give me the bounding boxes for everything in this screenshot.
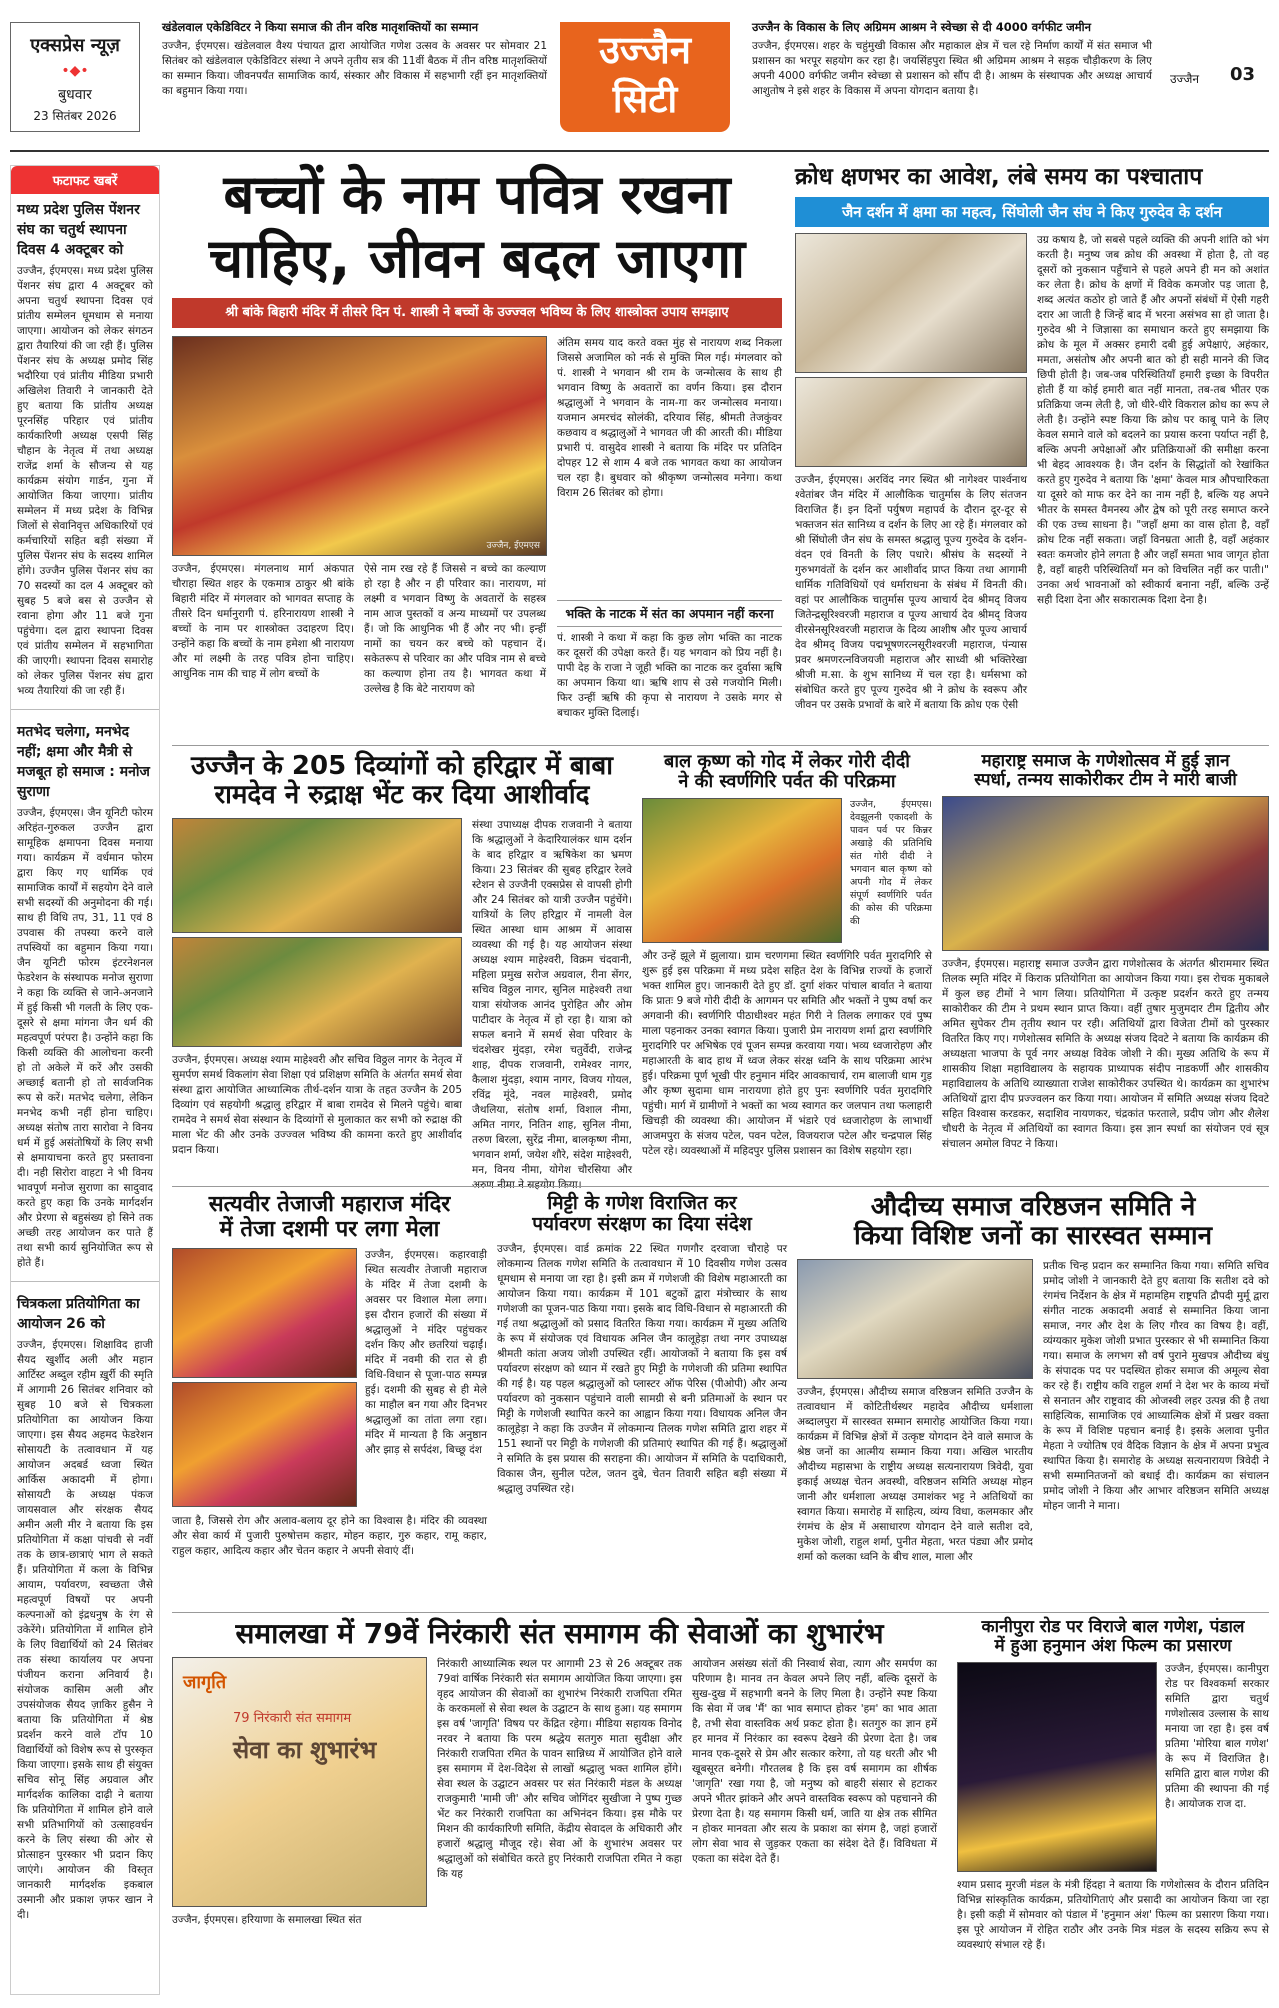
ramdev-photo-2 <box>172 937 462 1047</box>
audichya-column-1: उज्जैन, ईएमएस। औदीच्य समाज वरिष्ठजन समिति उज्जैन के तत्वावधान में कोटितीर्थस्थर महादेव औदीच्य धर्मशाला अब्दालपुरा में सारस्वत सम्मान समारोह आयोजित किया गया। कार्यक्रम में विभिन्न क्षेत्रों में उत्कृष्ट योगदान देने वाले समाज के श्रेष्ठ जनों का आत्मीय सम्मान किया गया। अखिल भारतीय औदीच्य महासभा के राष्ट्रीय अध्यक्ष सत्यनारायण त्रिवेदी, युवा इकाई अध्यक्ष चेतन अवस्थी, वरिष्ठजन समिति अध्यक्ष मोहन जानी और धर्मशाला अध्यक्ष उमाशंकर भट्ट ने अतिथियों का स्वागत किया। समारोह में साहित्य, व्यंग्य विधा, कलमकार और रंगमंच के क्षेत्र में असाधारण योगदान देने वाले सतीश दवे, मुकेश जोशी, राहुल शर्मा, पुनीत मेहता, भरत पंड्या और प्रमोद शर्मा को कलका ध्वनि के बीच शाल, माला और <box>797 1386 1033 1564</box>
tejaji-photo-1 <box>172 1248 357 1378</box>
ramdev-story <box>172 752 632 1182</box>
brief-divider <box>11 709 159 710</box>
ramdev-headline-line2: रामदेव ने रुद्राक्ष भेंट कर दिया आशीर्वाद <box>214 780 590 811</box>
page-label: उज्जैन <box>1170 72 1200 86</box>
lead-column-3b: पं. शास्त्री ने कथा में कहा कि कुछ लोग भक्ति का नाटक कर दूसरों की उपेक्षा करते हैं। यह भगवान को प्रिय नहीं है। पापी देह के राजा ने जूही भक्ति का नाटक कर दुर्वासा ऋषि का अपमान किया था। ऋषि शाप से उसे गजयोनि मिली। फिर उन्हीं ऋषि की कृपा से नारायण ने उसके मगर से बचाकर मुक्ति दिलाई। <box>557 631 782 719</box>
jain-subheadline: जैन दर्शन में क्षमा का महत्व, सिंघोली जैन संघ ने किए गुरुदेव के दर्शन <box>795 197 1269 227</box>
brand-box <box>10 22 140 132</box>
ganesh-headline-line2: पर्यावरण संरक्षण का दिया संदेश <box>532 1213 752 1236</box>
city-name: उज्जैन <box>599 28 691 72</box>
tejaji-headline-line2: में तेजा दशमी पर लगा मेला <box>219 1216 440 1242</box>
nirankari-column-2: निरंकारी आध्यात्मिक स्थल पर आगामी 23 से 26 अक्टूबर तक 79वां वार्षिक निरंकारी संत समागम आयोजित किया जाएगा। इस वृहद आयोजन की सेवाओं का शुभारंभ निरंकारी राजपिता रमित के करकमलों से सेवा स्थल के उद्घाटन के साथ हुआ। यह समागम इस वर्ष 'जागृति' विषय पर केंद्रित रहेगा। मीडिया सहायक विनोद नरवर ने बताया कि परम श्रद्धेय सतगुरु माता सुदीक्षा और निरंकारी राजपिता रमित के पावन सान्निध्य में आयोजित होने वाले इस समागम में देश-विदेश से लाखों श्रद्धालु भक्त शामिल होंगे। सेवा स्थल के उद्घाटन अवसर पर संत निरंकारी मंडल के अध्यक्ष राजकुमारी 'मामी जी' और सचिव जोगिंदर सुखीजा ने पुष्प गुच्छ भेंट कर निरंकारी राजपिता का अभिनंदन किया। इस मौके पर मिशन की कार्यकारिणी समिति, केंद्रीय सेवादल के अधिकारी और हजारों श्रद्धालु मौजूद रहे। सेवा ओं के शुभारंभ अवसर पर श्रद्धालुओं को संबोधित करते हुए निरंकारी राजपिता रमित ने कहा कि यह <box>437 1658 682 1881</box>
maharashtra-story <box>942 752 1269 1182</box>
lead-headline-line2: चाहिए, जीवन बदल जाएगा <box>208 227 746 291</box>
nirankari-column-1: उज्जैन, ईएमएस। हरियाणा के समालखा स्थित संत <box>172 1914 362 1927</box>
jain-column-1: उज्जैन, ईएमएस। अरविंद नगर स्थित श्री नागेश्वर पार्श्वनाथ श्वेतांबर जैन मंदिर में आलौकिक चातुर्मास के लिए संतजन विराजित हैं। इन दिनों पर्युषण महापर्व के दौरान दूर-दूर से भक्तजन संत सानिध्य व दर्शन के लिए आ रहे हैं। मंगलवार को श्री सिंघोली जैन संघ के समस्त श्रद्धालु पूज्य गुरुदेव के दर्शन-वंदन एवं विनती के लिए पधारे। श्रीसंघ के सदस्यों ने गुरुभगवंतों के दर्शन कर आशीर्वाद प्राप्त किया तथा आगामी धार्मिक गतिविधियों एवं धर्माराधना के संबंध में विनती की। वहां पर आलौकिक चातुर्मास पूज्य आचार्य देव श्रीमद् विजय जितेन्द्रसूरिश्वरजी महाराज व पूज्य आचार्य देव श्रीमद् विजय वीरसेनसूरिश्वरजी महाराज के दिव्य आशीष और पूज्य आचार्य देव श्रीमद् विजय पद्मभूषणरत्नसूरीश्वरजी महाराज, पंन्यास प्रवर श्रमणरत्नविजयजी महाराज और साध्वी श्री भक्तिरेखा श्रीजी म.सा. के शुभ सानिध्य में चल रहा है। धर्मसभा को संबोधित करते हुए पूज्य गुरुदेव श्री ने क्रोध के स्वरूप और जीवन पर उसके प्रभावों के बारे में बताया कि क्रोध एक ऐसी <box>795 473 1028 711</box>
brief-title: मध्य प्रदेश पुलिस पेंशनर संघ का चतुर्थ स्थापना दिवस 4 अक्टूबर को <box>17 202 140 258</box>
tejaji-column-2: जाता है, जिससे रोग और अलाव-बलाय दूर होने का विश्वास है। मंदिर की व्यवस्था और सेवा कार्य में पुजारी पुरुषोत्तम कहार, मोहन कहार, गुरु कहार, रामू कहार, राहुल कहार, आदित्य कहार और चेतन कहार ने अपनी सेवाएं दीं। <box>172 1515 487 1558</box>
lead-headline-line1: बच्चों के नाम पवित्र रखना <box>223 163 731 226</box>
kanipura-headline-line2: में हुआ हनुमान अंश फिल्म का प्रसारण <box>994 1636 1232 1657</box>
section-name: सिटी <box>612 77 678 121</box>
brief-divider <box>11 1281 159 1282</box>
tejaji-story <box>172 1193 487 1608</box>
kanipura-story <box>957 1618 1269 1998</box>
giri-story <box>642 752 932 1182</box>
page-number: 03 <box>1230 64 1256 85</box>
top-right-text: उज्जैन, ईएमएस। शहर के चहुंमुखी विकास और महाकाल क्षेत्र में चल रहे निर्माण कार्यों में संत समाज भी प्रशासन का भरपूर सहयोग कर रहा है। जयसिंहपुरा स्थित श्री अग्रिमम आश्रम ने सड़क चौड़ीकरण के लिए अपनी 4000 वर्गफीट जमीन स्वेच्छा से प्रशासन को सौंप दी है। आश्रम के संस्थापक और अध्यक्ष आचार्य आशुतोष ने इसे शहर के विकास में अपना योगदान बताया है। <box>752 40 1152 97</box>
issue-date: 23 सितंबर 2026 <box>33 109 117 123</box>
row-divider <box>172 745 1269 746</box>
kanipura-column-1: उज्जैन, ईएमएस। कानीपुरा रोड पर विश्वकर्मा सरकार समिति द्वारा चतुर्थ गणेशोत्सव उल्लास के साथ मनाया जा रहा है। इस वर्ष प्रतिमा 'मोरिया बाल गणेश' के रूप में विराजित है। समिति द्वारा बाल गणेश की प्रतिमा की स्थापना की गई है। आयोजक राज दा. <box>1165 1663 1269 1811</box>
brief-title: मतभेद चलेगा, मनभेद नहीं; क्षमा और मैत्री से मजबूत हो समाज : मनोज सुराणा <box>17 724 150 800</box>
row-divider <box>172 1186 1269 1187</box>
brief-item <box>11 194 159 703</box>
jain-column-2: उग्र कषाय है, जो सबसे पहले व्यक्ति की अपनी शांति को भंग करती है। मनुष्य जब क्रोध की अवस्था में होता है, तो वह दूसरों को नुकसान पहुँचाने से पहले अपने ही मन को अशांत कर लेता है। क्रोध के क्षणों में विवेक कमजोर पड़ जाता है, शब्द अत्यंत कठोर हो जाते हैं और अपनों संबंधों में ऐसी गहरी दरार आ जाती है जिन्हें बाद में भरना असंभव सा हो जाता है। गुरुदेव श्री ने जिज्ञासा का समाधान करते हुए समझाया कि क्रोध के मूल में अक्सर हमारी दबी हुई अपेक्षाएं, अहंकार, ममता, असंतोष और अपनी बात को ही सही मानने की जिद छिपी होती है। जब-जब परिस्थितियाँ हमारी इच्छा के विपरीत होती हैं या कोई हमारी बात नहीं मानता, तब-तब भीतर एक प्रतिक्रिया जन्म लेती है, जो धीरे-धीरे विकराल क्रोध का रूप ले लेती है। उन्होंने स्पष्ट किया कि क्रोध पर काबू पाने के लिए केवल समाने वाले को बदलने का प्रयास करना पर्याप्त नहीं है, बल्कि अपनी अपेक्षाओं और प्रतिक्रियाओं की समीक्षा करना भी बेहद आवश्यक है। जैन दर्शन के सिद्धांतों को रेखांकित करते हुए गुरुदेव ने बताया कि 'क्षमा' केवल मात्र औपचारिकता या दूसरे को माफ कर देने का नाम नहीं है, बल्कि यह अपने भीतर के समस्त वैमनस्य और द्वेष को पूरी तरह समाप्त करने की एक उच्च साधना है। "जहाँ क्षमा का वास होता है, वहाँ क्रोध टिक नहीं सकता। जहाँ विनम्रता आती है, वहाँ अहंकार स्वतः कमजोर होने लगता है और जहाँ समता भाव जागृत होता है, वहाँ बाहरी परिस्थितियाँ मन को विचलित नहीं कर पाती।" उनका अर्थ भावनाओं को स्वीकार्य बनाना नहीं, बल्कि उन्हें सही दिशा देना और सकारात्मक दिशा देना है। <box>1037 233 1269 606</box>
sidebar-briefs <box>10 165 160 1995</box>
audichya-photo <box>797 1259 1033 1379</box>
audichya-story <box>797 1193 1269 1608</box>
lead-column-1: उज्जैन, ईएमएस। मंगलनाथ मार्ग अंकपात चौराहा स्थित शहर के एकमात्र ठाकुर श्री बांके बिहारी मंदिर में मंगलवार को भागवत सप्ताह के तीसरे दिन धर्मानुरागी पं. हरिनारायण शास्त्री ने बच्चों के नाम पर शास्त्रोक्त उदाहरण दिए। उन्होंने कहा कि बच्चों के नाम हमेशा श्री नारायण और मां लक्ष्मी के तरह पवित्र होना चाहिए। आधुनिक नाम की चाह में लोग बच्चों के <box>172 562 354 680</box>
giri-column-2: और उन्हें झूले में झुलाया। ग्राम चरणगमा स्थित स्वर्णगिरि पर्वत मुरादगिरि से शुरू हुई इस परिक्रमा में मध्य प्रदेश सहित देश के विभिन्न राज्यों के हजारों भक्त शामिल हुए। जानकारी देते हुए डॉ. दुर्गा शंकर पांचाल बार्वात ने बताया कि प्रातः 9 बजे गोरी दीदी के आगमन पर समिति और भक्तों ने पुष्प वर्षा कर अगवानी की। स्वर्णगिरि पीठाधीश्वर महंत गिरी ने तिलक लगाकर एवं पुष्प माला पहनाकर उनका स्वागत किया। पुजारी प्रेम नारायण शर्मा द्वारा स्वर्णगिरि मुरादगिरि पर अभिषेक एवं पूजन सम्पन्न करवाया गया। भव्य ध्वजारोहण और महाआरती के बाद हाथ में ध्वज लेकर संरक्ष ध्वनि के साथ परिक्रमा आरंभ हुई। परिक्रमा पूर्ण भूखी पीर हनुमान मंदिर आवकाचार्य, राम बालाजी धाम गुड़ और कृष्ण सुदामा धाम नारायणा होते हुए पुनः स्वर्णगिरि पर्वत मुरादगिरि पहुंची। मार्ग में ग्रामीणों ने भक्तों का भव्य स्वागत कर जलपान तथा फलाहारी खिचड़ी की व्यवस्था की। आयोजन में भंडारे एवं ध्वजारोहण के लाभार्थी आजमपुरा के संजय पटेल, पवन पटेल, विजयराज पटेल और चन्द्रपाल सिंह पटेल रहे। व्यवस्थाओं में महिदपुर पुलिस प्रशासन का विशेष सहयोग रहा। <box>642 950 932 1158</box>
top-right-story <box>752 20 1152 99</box>
jain-photo-2 <box>795 377 1027 467</box>
top-left-text: उज्जैन, ईएमएस। खंडेलवाल वैश्य पंचायत द्वारा आयोजित गणेश उत्सव के अवसर पर सोमवार 21 सितंबर को खंडेलवाल एकेडिविटर संस्था ने अपने तृतीय सत्र की 11वीं बैठक में तीन वरिष्ठ मातृशक्तियों का सम्मान किया। जीवनपर्यंत सामाजिक कार्य, संस्कार और विकास में सहभागी रहीं इन मातृशक्तियों का बहुमान किया गया। <box>162 40 547 97</box>
brand-name: एक्सप्रेस न्यूज़ <box>30 35 120 56</box>
maharashtra-photo <box>942 796 1269 951</box>
lead-story <box>172 165 782 740</box>
masthead <box>0 0 1279 155</box>
ramdev-photo-1 <box>172 818 462 933</box>
jain-headline: क्रोध क्षणभर का आवेश, लंबे समय का पश्चाताप <box>795 164 1203 190</box>
tejaji-photo-2 <box>172 1382 357 1507</box>
audichya-headline-line2: किया विशिष्ट जनों का सारस्वत सम्मान <box>853 1221 1213 1252</box>
ramdev-headline-line1: उज्जैन के 205 दिव्यांगों को हरिद्वार में बाबा <box>191 751 613 781</box>
audichya-column-2: प्रतीक चिन्ह प्रदान कर सम्मानित किया गया। समिति सचिव प्रमोद जोशी ने जानकारी देते हुए बताया कि सतीश दवे को रंगमंच निर्देशन के क्षेत्र में महामहिम राष्ट्रपति द्रौपदी मुर्मू द्वारा संगीत नाटक अकादमी अवार्ड से सम्मानित किया जाना समाज, नगर और देश के लिए गौरव का विषय है। वहीं, व्यंग्यकार मुकेश जोशी प्रभात पुरस्कार से भी सम्मानित किया गया। समाज के लगभग सौ वर्ष पुराने मुखपत्र औदीच्य बंधु के संपादक पद पर पदस्थित होकर समाज की अमूल्य सेवा कर रहे हैं। राष्ट्रीय कवि राहुल शर्मा ने देश भर के काव्य मंचों से सनातन और राष्ट्रवाद की ओजस्वी लहर उत्पन्न की है तथा साहित्यिक, सामाजिक एवं आध्यात्मिक क्षेत्रों में प्रखर वक्ता के रूप में विशिष्ट पहचान बनाई है। इसके अलावा पुनीत मेहता ने ज्योतिष एवं वैदिक विज्ञान के क्षेत्र में अपना प्रभुत्व स्थापित किया है। समारोह के अध्यक्ष सत्यनारायण त्रिवेदी ने सभी सम्मानितजनों को बधाई दी। कार्यक्रम का संचालन प्रमोद जोशी ने किया और आभार वरिष्ठजन समिति अध्यक्ष मोहन जानी ने माना। <box>1043 1260 1269 1513</box>
ganesh-text: उज्जैन, ईएमएस। वार्ड क्रमांक 22 स्थित गणगौर दरवाजा चौराहे पर लोकमान्य तिलक गणेश समिति के तत्वावधान में 10 दिवसीय गणेश उत्सव धूमधाम से मनाया जा रहा है। इसी क्रम में गणेशजी की विशेष महाआरती का आयोजन किया गया। कार्यक्रम में 101 बटुकों द्वारा मंत्रोच्चार के साथ गणेशजी का पूजन-पाठ किया गया। इसके बाद विधि-विधान से महाआरती की गई तथा श्रद्धालुओं को प्रसाद वितरित किया गया। कार्यक्रम में मुख्य अतिथि के रूप में संयोजक एवं विधायक अनिल जैन कालूहेड़ा तथा नगर उपाध्यक्ष श्रीमती कांता अजय जोशी उपस्थित रहीं। आयोजकों ने बताया कि इस वर्ष पर्यावरण संरक्षण को ध्यान में रखते हुए मिट्टी के गणेशजी की प्रतिमा स्थापित की गई है। यह पहल श्रद्धालुओं को प्लास्टर ऑफ पेरिस (पीओपी) और अन्य पर्यावरण को नुकसान पहुंचाने वाली सामग्री से बनी प्रतिमाओं के स्थान पर मिट्टी के गणेशजी स्थापित करने का आह्वान किया गया। विधायक अनिल जैन कालूहेड़ा ने कहा कि उज्जैन में लोकमान्य तिलक गणेश समिति द्वारा शहर में 151 स्थानों पर मिट्टी के गणेशजी की प्रतिमाएं स्थापित की गई हैं। श्रद्धालुओं ने समिति के इस प्रयास की सराहना की। आयोजन में समिति के पदाधिकारी, विकास जैन, सुनील पटेल, जतन दुबे, चेतन तिवारी सहित बड़ी संख्या में श्रद्धालु उपस्थित रहे। <box>497 1242 787 1495</box>
ganesh-headline-line1: मिट्टी के गणेश विराजित कर <box>547 1192 737 1214</box>
ramdev-column-2: संस्था उपाध्यक्ष दीपक राजवानी ने बताया कि श्रद्धालुओं ने केदारियालंकर धाम दर्शन के बाद हरिद्वार व ऋषिकेश का भ्रमण किया। 23 सितंबर की सुबह हरिद्वार रेलवे स्टेशन से उज्जैनी एक्सप्रेस से वापसी होगी और 24 सितंबर को यात्री उज्जैन पहुंचेंगे। यात्रियों के लिए हरिद्वार में नामली वेल स्थित आस्था धाम आश्रम में आवास व्यवस्था की गई है। यह आयोजन संस्था अध्यक्ष श्याम माहेश्वरी, विक्रम चंदवानी, महिला प्रमुख सरोज अग्रवाल, रीना सेंगर, सचिव विठ्ठल नागर, सुनिल माहेश्वरी तथा यात्रा संयोजक आनंद पुरोहित और ओम पाटीदार के नेतृत्व में हो रहा है। यात्रा को सफल बनाने में समर्थ सेवा परिवार के चंदशेखर मुंदड़ा, रमेश चतुर्वेदी, राजेन्द्र शाह, दीपक राजवानी, रामेश्वर नागर, कैलाश मुंदड़ा, श्याम नागर, विजय गोयल, रविंद्र मूंदे, नवल माहेश्वरी, प्रमोद जैथलिया, संतोष शर्मा, विशाल नीमा, अमित नागर, नितिन शाह, सुनिल नीमा, तरुण बिरला, सुरेंद्र नीमा, बालकृष्ण नीमा, भगवान शर्मा, जयेश शौरे, संदेश माहेश्वरी, मन, विनय नीमा, योगेश चौरसिया और <box>472 819 632 1177</box>
nirankari-photo-text-3: सेवा का शुभारंभ <box>233 1736 377 1765</box>
giri-headline-line2: ने की स्वर्णगिरि पर्वत की परिक्रमा <box>678 771 896 793</box>
giri-column-1: उज्जैन, ईएमएस। देवझूलनी एकादशी के पावन पर्व पर किन्नर अखाड़े की प्रतिनिधि संत गोरी दीदी ने भगवान बाल कृष्ण को अपनी गोद में लेकर संपूर्ण स्वर्णगिरि पर्वत की कोस की परिक्रमा की <box>850 799 932 928</box>
kanipura-photo <box>957 1662 1157 1872</box>
nirankari-headline: समालखा में 79वें निरंकारी संत समागम की सेवाओं का शुभारंभ <box>235 1617 884 1650</box>
nirankari-photo-text-1: जागृति <box>183 1672 227 1694</box>
giri-headline-line1: बाल कृष्ण को गोद में लेकर गोरी दीदी <box>664 751 910 772</box>
nirankari-story <box>172 1618 947 1998</box>
top-left-headline: खंडेलवाल एकेडिविटर ने किया समाज की तीन वरिष्ठ मातृशक्तियों का सम्मान <box>162 20 479 34</box>
nirankari-column-3: आयोजन असंख्य संतों की निस्वार्थ सेवा, त्याग और समर्पण का परिणाम है। मानव तन केवल अपने लिए नहीं, बल्कि दूसरों के सुख-दुख में सहभागी बनने के लिए मिला है। उन्होंने स्पष्ट किया कि सेवा में जब 'मैं' का भाव समाप्त होकर 'हम' का भाव आता है, तभी सेवा वास्तविक अर्थ प्रकट होता है। सतगुरु का ज्ञान हमें हर मानव में निरंकार का स्वरूप देखने की प्रेरणा देता है। जब मानव एक-दूसरे से प्रेम और सत्कार करेगा, तो यह धरती और भी खूबसूरत बनेगी। गौरतलब है कि इस वर्ष समागम का शीर्षक 'जागृति' रखा गया है, जो मनुष्य को बाहरी संसार से हटाकर अपने भीतर झांकने और अपने वास्तविक स्वरूप को पहचानने की प्रेरणा देता है। यह समागम किसी धर्म, जाति या क्षेत्र तक सीमित न होकर मानवता और सत्य के प्रकाश का संगम है, जहां हजारों लोग सेवा भाव से जुड़कर एकता का संदेश देते हैं। विविधता में एकता का संदेश देते हैं। <box>692 1658 937 1866</box>
brief-text: उज्जैन, ईएमएस। शिक्षाविद हाजी सैयद खुर्शीद अली और महान आर्टिस्ट अब्दुल रहीम ख़ुर्री की स्मृति में आगामी 26 सितंबर शनिवार को सुबह 10 बजे से चित्रकला प्रतियोगिता का आयोजन किया जाएगा। इस सैयद अहमद फेडरेशन सोसायटी के तत्वावधान में यह आयोजन अदबर्ड ध्वजा स्थित आर्किस अकादमी में होगा। सोसायटी के अध्यक्ष पंकज जायसवाल और संरक्षक सैयद अमीन अली मीर ने बताया कि इस प्रतियोगिता में कक्षा पांचवी से नवीं तक के छात्र-छात्राएं भाग ले सकते हैं। प्रतियोगिता में कला के विभिन्न आयाम, पर्यावरण, स्वच्छता जैसे महत्वपूर्ण विषयों पर अपनी कल्पनाओं को इंद्रधनुष के रंग से उकेरेंगे। प्रतियोगिता में शामिल होने के लिए विद्यार्थियों को 24 सितंबर तक संस्था कार्यालय पर अपना पंजीयन कराना अनिवार्य है। संयोजक कासिम अली और उपसंयोजक सैयद ज़ाकिर हुसैन ने बताया कि प्रतियोगिता में श्रेष्ठ प्रदर्शन करने वाले टॉप 10 विद्यार्थियों को विशेष रूप से पुरस्कृत किया जाएगा। इसके साथ ही संयुक्त सचिव सोनू सिंह अग्रवाल और मार्गदर्शक कालिका दाढ़ी ने बताया कि प्रतियोगिता में शामिल होने वाले सभी प्रतिभागियों को उत्साहवर्धन करने के लिए संस्था की ओर से प्रोत्साहन पुरस्कार भी प्रदान किए जाएंगे। आयोजन की विस्तृत जानकारी मार्गदर्शक इकबाल उस्मानी और प्रकाश ज़फर खान ने दी। <box>17 1339 153 1921</box>
lead-photo-caption: उज्जैन, ईएमएस <box>486 540 540 551</box>
brief-item <box>11 1288 159 1927</box>
lead-column-3: अंतिम समय याद करते वक्त मुंह से नारायण शब्द निकला जिससे अजामिल को नर्क से मुक्ति मिल गई। मंगलवार को पं. शास्त्री ने भगवान श्री राम के जन्मोत्सव के साथ ही भगवान विष्णु के अवतारों का वर्णन किया। इस दौरान श्रद्धालुओं ने भगवान के नाम-गा कर जन्मोत्सव मनाया। यजमान अमरचंद सोलंकी, दरियाव सिंह, श्रीमती तेजकुंवर कछवाय व श्रद्धालुओं ने भागवत जी की आरती की। मीडिया प्रभारी पं. वासुदेव शास्त्री ने बताया कि मंदिर पर प्रतिदिन दोपहर 12 से शाम 4 बजे तक भागवत कथा का आयोजन चल रहा है। बुधवार को श्रीकृष्ण जन्मोत्सव मनेगा। कथा विराम 26 सितंबर को होगा। <box>557 336 782 499</box>
row-divider <box>172 1612 1269 1613</box>
brief-text: उज्जैन, ईएमएस। मध्य प्रदेश पुलिस पेंशनर संघ द्वारा 4 अक्टूबर को अपना चतुर्थ स्थापना दिवस एवं प्रांतीय सम्मेलन धूमधाम से मनाया जाएगा। आयोजन को लेकर संगठन द्वारा तैयारियां की जा रही हैं। पुलिस पेंशनर संघ के अध्यक्ष प्रमोद सिंह भदौरिया एवं प्रांतीय मीडिया प्रभारी अखिलेश तिवारी ने जानकारी देते हुए बताया कि प्रांतीय अध्यक्ष पूरनसिंह परिहार एवं प्रांतीय कार्यकारिणी अध्यक्ष एसपी सिंह चौहान के नेतृत्व में तथा अध्यक्ष राजेंद्र शर्मा के सौजन्य से यह कार्यक्रम संयोग गार्डन, गुना में आयोजित किया जाएगा। प्रांतीय सम्मेलन में मध्य प्रदेश के विभिन्न जिलों से सेवानिवृत्त अधिकारियों एवं कर्मचारियों सहित बड़ी संख्या में पुलिस पेंशनर संघ के सदस्य शामिल होंगे। उज्जैन पुलिस पेंशनर संघ का 70 सदस्यों का दल 4 अक्टूबर को सुबह 5 बजे बस से उज्जैन से रवाना होगा और 11 बजे गुना पहुंचेगा। दल द्वारा स्थापना दिवस एवं प्रांतीय सम्मेलन में सहभागिता की जाएगी। स्थापना दिवस समारोह को लेकर पुलिस पेंशनर संघ द्वारा भव्य तैयारियां की जा रही हैं। <box>17 265 153 697</box>
top-left-story <box>162 20 547 99</box>
giri-photo <box>642 798 842 943</box>
kanipura-headline-line1: कानीपुरा रोड पर विराजे बाल गणेश, पंडाल <box>981 1617 1245 1637</box>
maharashtra-headline-line1: महाराष्ट्र समाज के गणेशोत्सव में हुई ज्ञान <box>981 751 1230 771</box>
maharashtra-text: उज्जैन, ईएमएस। महाराष्ट्र समाज उज्जैन द्वारा गणेशोत्सव के अंतर्गत श्रीराममार स्थित तिलक स्मृति मंदिर में किराक प्रतियोगिता का आयोजन किया गया। इस रोचक मुकाबले में कुल छह टीमों ने भाग लिया। प्रतियोगिता में उत्कृष्ट प्रदर्शन करते हुए तन्मय साकोरीकर की टीम ने प्रथम स्थान प्राप्त किया। वहीं तुषार मुजुमदार टीम द्वितीय और अमित सुपेकर टीम तृतीय स्थान पर रही। अतिथियों द्वारा विजेता टीमों को पुरस्कार वितरित किए गए। गणेशोत्सव समिति के अध्यक्ष संजय दिवटे ने बताया कि कार्यक्रम की अध्यक्षता भाजपा के पूर्व नगर अध्यक्ष विवेक जोशी ने की। मुख्य अतिथि के रूप में शासकीय शिक्षा महाविद्यालय के सहायक प्राध्यापक संदीप नाडकर्णी और शासकीय महाविद्यालय के अतिथि व्याख्याता राजेश साकोरीकर उपस्थित थे। कार्यक्रम का शुभारंभ अतिथियों द्वारा दीप प्रज्ज्वलन कर किया गया। आयोजन में समिति अध्यक्ष संजय दिवटे सहित विश्वास करडकर, सदाशिव नायणकर, चंद्रकांत फरताले, प्रदीप जोग और शैलेश चौधरी के नेतृत्व में अतिथियों का स्वागत किया। इस ज्ञान स्पर्धा का संयोजन एवं सूत्र संचालन अमोल विपट ने किया। <box>942 958 1269 1151</box>
sidebar-header: फटाफट खबरें <box>11 166 159 194</box>
ganesh-story <box>497 1193 787 1608</box>
ramdev-column-1: उज्जैन, ईएमएस। अध्यक्ष श्याम माहेश्वरी और सचिव विठ्ठल नागर के नेतृत्व में सुमर्पण समर्थ विकलांग सेवा शिक्षा एवं प्रशिक्षण समिति के अंतर्गत समर्थ सेवा संस्था द्वारा आयोजित आध्यात्मिक तीर्थ-दर्शन यात्रा के तहत उज्जैन के 205 दिव्यांग एवं सहयोगी श्रद्धालु हरिद्वार में बाबा रामदेव से मिलने पहुंचे। बाबा रामदेव ने समर्थ सेवा संस्थान के दिव्यांगों से मुलाकात कर सभी को रुद्राक्ष की माला भेंट की और उनके उज्ज्वल भविष्य की कामना करते हुए आशीर्वाद प्रदान किया। <box>172 1054 462 1157</box>
lead-photo <box>172 336 547 556</box>
brand-ornament-icon: •◆• <box>61 63 89 79</box>
brief-title: चित्रकला प्रतियोगिता का आयोजन 26 को <box>17 1296 140 1332</box>
brief-item <box>11 716 159 1275</box>
lead-column-2: ऐसे नाम रख रहे हैं जिससे न बच्चे का कल्याण हो रहा है और न ही परिवार का। नारायण, मां लक्ष्मी व भगवान विष्णु के अवतारों के सहस्त्र नाम आज पुस्तकों व अन्य माध्यमों पर उपलब्ध हैं। जो कि आधुनिक भी हैं और नए भी। इन्हीं नामों का चयन कर बच्चे को पहचान दें। सकेतरूप से परिवार का और पवित्र नाम से बच्चे का कल्याण होना तय है। भागवत कथा में उल्लेख है कि बेटे नारायण को <box>364 562 546 695</box>
lead-subheadline: श्री बांके बिहारी मंदिर में तीसरे दिन पं. शास्त्री ने बच्चों के उज्ज्वल भविष्य के लिए शास्त्रोक्त उपाय समझाए <box>172 298 782 328</box>
issue-day: बुधवार <box>58 87 92 103</box>
jain-story <box>795 165 1269 740</box>
city-section-badge <box>560 22 730 132</box>
masthead-divider <box>10 150 1269 152</box>
jain-photo-1 <box>795 233 1027 373</box>
audichya-headline-line1: औदीच्य समाज वरिष्ठजन समिति ने <box>870 1192 1196 1222</box>
nirankari-photo-text-2: 79 निरंकारी संत समागम <box>233 1711 352 1727</box>
kanipura-column-2: श्याम प्रसाद मुरजी मंडल के मंत्री हिंदहा ने बताया कि गणेशोत्सव के दौरान प्रतिदिन विभिन्न सांस्कृतिक कार्यक्रम, प्रतियोगिताएं और प्रसादी का आयोजन किया जा रहा है। इसी कड़ी में सोमवार को पंडाल में 'हनुमान अंश' फिल्म का प्रसारण किया गया। इस पूरे आयोजन में रोहित राठौर और उनके मित्र मंडल के सदस्य सक्रिय रूप से व्यवस्थाएं संभाल रहे हैं। <box>957 1879 1269 1952</box>
lead-sub-headline: भक्ति के नाटक में संत का अपमान नहीं करना <box>557 600 782 627</box>
nirankari-photo <box>172 1657 427 1907</box>
top-right-headline: उज्जैन के विकास के लिए अग्रिमम आश्रम ने स्वेच्छा से दी 4000 वर्गफीट जमीन <box>752 20 1092 34</box>
maharashtra-headline-line2: स्पर्धा, तन्मय साकोरीकर टीम ने मारी बाजी <box>974 770 1237 791</box>
tejaji-column-1: उज्जैन, ईएमएस। कहारवाड़ी स्थित सत्यवीर तेजाजी महाराज के मंदिर में तेजा दशमी के अवसर पर विशाल मेला लगा। इस दौरान हजारों की संख्या में श्रद्धालुओं ने मंदिर पहुंचकर दर्शन किए और छतरियां चढ़ाईं। मंदिर में नवमी की रात से ही विधि-विधान से पूजा-पाठ सम्पन्न हुई। दशमी की सुबह से ही मेले का माहौल बन गया और दिनभर श्रद्धालुओं का तांता लगा रहा। मंदिर में मान्यता है कि अनुष्ठान और झाड़ से सर्पदंश, बिच्छू दंश <box>365 1249 487 1457</box>
tejaji-headline-line1: सत्यवीर तेजाजी महाराज मंदिर <box>208 1192 451 1217</box>
brief-text: उज्जैन, ईएमएस। जैन यूनिटी फोरम अरिहंत-गुरुकल उज्जैन द्वारा सामूहिक क्षमापना दिवस मनाया गया। कार्यक्रम में वर्धमान फोरम द्वारा किए गए धार्मिक एवं सामाजिक कार्यों में सहयोग देने वाले सभी सदस्यों की अनुमोदना की गई। साथ ही विधि तप, 31, 11 एवं 8 उपवास की तपस्या करने वाले तपस्वियों का बहुमान किया गया। जैन यूनिटी फोरम इंटरनेशनल फेडरेशन के संस्थापक मनोज सुराणा ने कहा कि व्यक्ति से जाने-अनजाने में हुई किसी भी गलती के लिए एक-दूसरे से क्षमा मांगना जैन धर्म की महत्वपूर्ण परंपरा है। उन्होंने कहा कि किसी व्यक्ति की आलोचना करनी हो तो अकेले में करें और उसकी अच्छाई बतानी हो तो सार्वजनिक रूप से करें। मतभेद चलेगा, लेकिन मनभेद कभी नहीं होना चाहिए। अध्यक्ष संतोष तारा सारोवा ने विनय धर्म में हुई असंतोषियों के लिए सभी से क्षमायाचना करते हुए प्रस्तावना दी। नही सिरोरा वाहटा ने भी विनय भावपूर्ण मनोज सुराणा का सादुवाद करते हुए कहा कि उनके मार्गदर्शन और प्रेरणा से बहुसंख्य हो सिने तक अच्छी तरह आयोजन कर पाते हैं तथा सभी कार्य सुनियोजित रूप से होते हैं। <box>17 807 153 1269</box>
